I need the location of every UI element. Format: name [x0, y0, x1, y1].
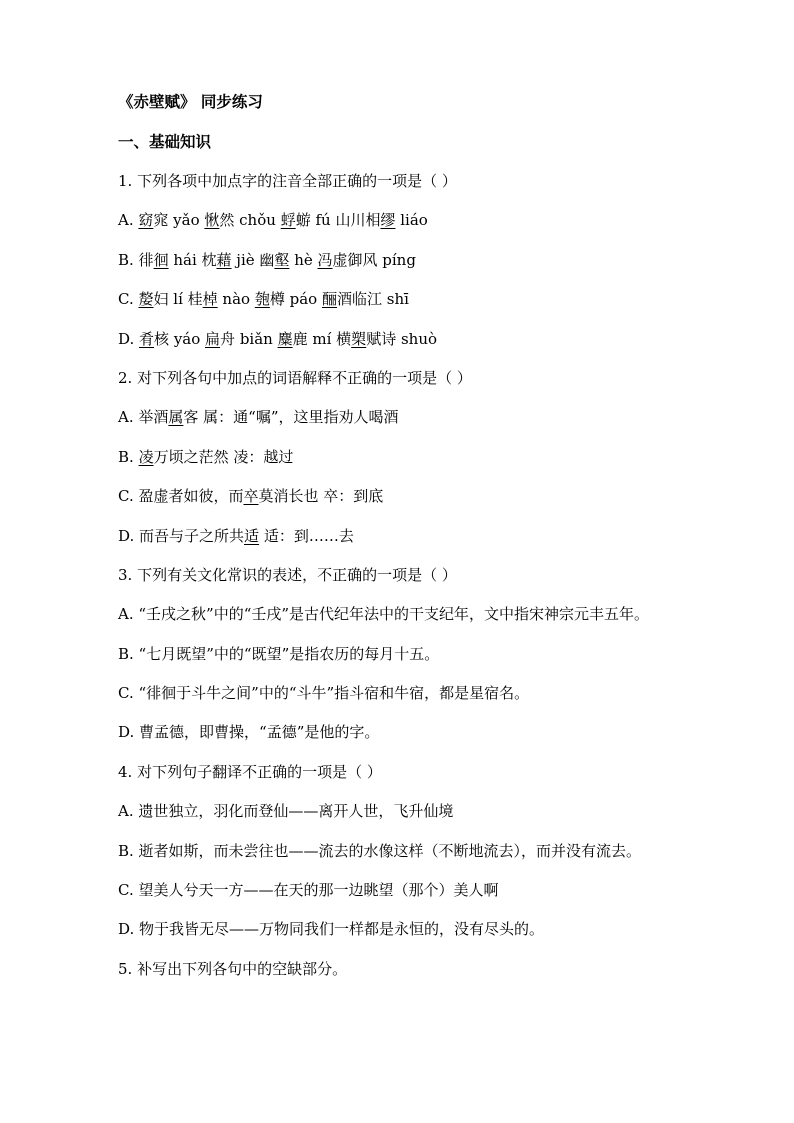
question-1-option-d: [118, 329, 688, 349]
underlined-word: 麋: [277, 329, 293, 348]
question-2-stem: 2. 对下列各句中加点的词语解释不正确的一项是（ ）: [118, 368, 472, 387]
underlined-word: 凌: [138, 447, 154, 466]
question-3-option-b: B. “七月既望”中的“既望”是指农历的每月十五。: [118, 644, 440, 663]
text-run: 舟 biǎn: [220, 329, 278, 348]
text-run: 蝣 fú 山川相: [295, 211, 381, 230]
question-2-option-a: [118, 407, 688, 427]
text-run: A.: [118, 211, 139, 230]
underlined-word: 属: [168, 408, 184, 427]
text-run: 樽 páo: [269, 290, 322, 309]
text-run: jiè 幽: [231, 250, 275, 269]
underlined-word: 适: [244, 526, 260, 545]
question-4-option-c: C. 望美人兮天一方——在天的那一边眺望（那个）美人啊: [118, 881, 499, 900]
question-3-stem: 3. 下列有关文化常识的表述，不正确的一项是（ ）: [118, 565, 457, 584]
text-run: D.: [118, 329, 140, 348]
question-1-option-b: [118, 250, 688, 270]
question-3-option-d: D. 曹孟德，即曹操，“孟德”是他的字。: [118, 723, 380, 742]
text-run: D. 而吾与子之所共: [118, 526, 245, 545]
underlined-word: 窈: [138, 211, 154, 230]
document-title: 《赤壁赋》 同步练习: [118, 92, 263, 111]
underlined-word: 壑: [274, 250, 290, 269]
text-run: 赋诗 shuò: [366, 329, 438, 348]
question-2-option-b: [118, 447, 688, 467]
text-run: 妇 lí 桂: [153, 290, 203, 309]
underlined-word: 冯: [317, 250, 333, 269]
text-run: 酒临江 shī: [336, 290, 409, 309]
underlined-word: 缪: [380, 211, 396, 230]
text-run: 核 yáo: [154, 329, 206, 348]
text-run: 虚御风 píng: [332, 250, 416, 269]
question-4-stem: 4. 对下列句子翻译不正确的一项是（ ）: [118, 762, 382, 781]
underlined-word: 匏: [254, 290, 270, 309]
text-run: 客 属：通“嘱”，这里指劝人喝酒: [183, 408, 399, 427]
question-1-option-c: [118, 289, 688, 309]
underlined-word: 棹: [202, 290, 218, 309]
text-run: 适：到……去: [259, 526, 354, 545]
question-5-stem: 5. 补写出下列各句中的空缺部分。: [118, 959, 348, 978]
text-run: C.: [118, 290, 139, 309]
text-run: nào: [217, 290, 255, 309]
text-run: 窕 yǎo: [153, 211, 205, 230]
underlined-word: 藉: [216, 250, 232, 269]
document-page: [118, 92, 688, 998]
text-run: 万顷之茫然 凌：越过: [153, 447, 294, 466]
underlined-word: 徊: [153, 250, 169, 269]
underlined-word: 扁: [205, 329, 221, 348]
question-4-option-d: D. 物于我皆无尽——万物同我们一样都是永恒的，没有尽头的。: [118, 920, 545, 939]
text-run: C. 盈虚者如彼，而: [118, 487, 244, 506]
section-heading: 一、基础知识: [118, 132, 212, 151]
text-run: hè: [289, 250, 318, 269]
question-3-option-a: A. “壬戌之秋”中的“壬戌”是古代纪年法中的干支纪年，文中指宋神宗元丰五年。: [118, 605, 650, 624]
text-run: 鹿 mí 横: [292, 329, 352, 348]
question-2-option-d: [118, 526, 688, 546]
underlined-word: 蜉: [280, 211, 296, 230]
question-4-option-b: B. 逝者如斯，而未尝往也——流去的水像这样（不断地流去），而并没有流去。: [118, 841, 642, 860]
question-1-stem: 1. 下列各项中加点字的注音全部正确的一项是（ ）: [118, 172, 457, 190]
text-run: A. 举酒: [118, 408, 169, 427]
text-run: B.: [118, 447, 139, 466]
question-4-option-a: A. 遗世独立，羽化而登仙——离开人世，飞升仙境: [118, 802, 454, 821]
text-run: hái 枕: [168, 250, 217, 269]
text-run: B. 徘: [118, 250, 154, 269]
text-run: 然 chǒu: [219, 211, 281, 230]
question-2-option-c: [118, 486, 688, 506]
underlined-word: 嫠: [138, 290, 154, 309]
underlined-word: 愀: [204, 211, 220, 230]
text-run: liáo: [395, 211, 428, 230]
question-3-option-c: C. “徘徊于斗牛之间”中的“斗牛”指斗宿和牛宿，都是星宿名。: [118, 684, 530, 703]
question-1-option-a: [118, 210, 688, 230]
text-run: 莫消长也 卒：到底: [258, 487, 384, 506]
underlined-word: 槊: [351, 329, 367, 348]
underlined-word: 卒: [243, 487, 259, 506]
underlined-word: 酾: [321, 290, 337, 309]
underlined-word: 肴: [139, 329, 155, 348]
